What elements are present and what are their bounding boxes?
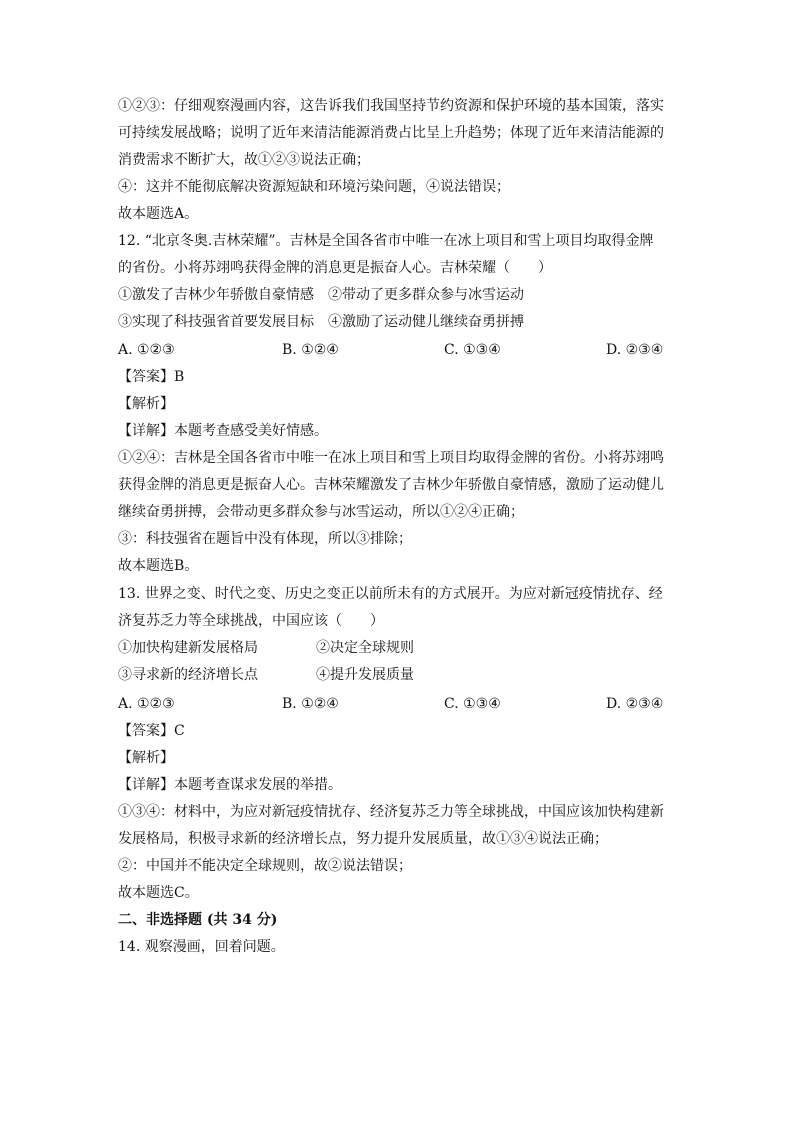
q12-choice-a: A. ①②③ bbox=[118, 342, 175, 358]
q13-explanation-line-3: ②：中国并不能决定全球规则，故②说法错误； bbox=[118, 858, 412, 874]
q11-conclusion: 故本题选A。 bbox=[118, 206, 199, 222]
q12-conclusion: 故本题选B。 bbox=[118, 558, 199, 574]
q13-choice-a: A. ①②③ bbox=[118, 696, 175, 712]
q13-stem-line-1: 13. 世界之变、时代之变、历史之变正以前所未有的方式展开。为应对新冠疫情扰存、经 bbox=[118, 586, 663, 602]
q12-items-line-1: ①激发了吉林少年骄傲自豪情感 ②带动了更多群众参与冰雪运动 bbox=[118, 287, 524, 303]
q12-stem-line-2: 的省份。小将苏翊鸣获得金牌的消息更是振奋人心。吉林荣耀（ ） bbox=[118, 260, 552, 276]
q12-items-line-2: ③实现了科技强省首要发展目标 ④激励了运动健儿继续奋勇拼搏 bbox=[118, 314, 524, 330]
q11-explanation-line-1: ①②③：仔细观察漫画内容，这告诉我们我国坚持节约资源和保护环境的基本国策，落实 bbox=[118, 98, 664, 114]
q12-explanation-line-1: ①②④：吉林是全国各省市中唯一在冰上项目和雪上项目均取得金牌的省份。小将苏翊鸣 bbox=[118, 450, 664, 466]
q11-explanation-line-4: ④：这并不能彻底解决资源短缺和环境污染问题，④说法错误； bbox=[118, 179, 510, 195]
q12-explanation-line-4: ③：科技强省在题旨中没有体现，所以③排除； bbox=[118, 531, 412, 547]
q13-item-2: ②决定全球规则 bbox=[316, 640, 414, 656]
q13-stem-line-2: 济复苏乏力等全球挑战，中国应该（ ） bbox=[118, 613, 384, 629]
q12-explanation-line-3: 继续奋勇拼搏，会带动更多群众参与冰雪运动，所以①②④正确； bbox=[118, 504, 524, 520]
q13-answer: 【答案】C bbox=[118, 723, 185, 739]
q13-item-4: ④提升发展质量 bbox=[316, 667, 414, 683]
q11-explanation-line-2: 可持续发展战略；说明了近年来清洁能源消费占比呈上升趋势；体现了近年来清洁能源的 bbox=[118, 125, 664, 141]
q12-choice-d: D. ②③④ bbox=[606, 342, 664, 358]
q13-conclusion: 故本题选C。 bbox=[118, 885, 199, 901]
q13-explanation-line-1: ①③④：材料中，为应对新冠疫情扰存、经济复苏乏力等全球挑战，中国应该加快构建新 bbox=[118, 804, 664, 820]
q13-item-1: ①加快构建新发展格局 bbox=[118, 640, 258, 656]
q13-detail: 【详解】本题考查谋求发展的举措。 bbox=[118, 777, 342, 793]
q13-choice-c: C. ①③④ bbox=[444, 696, 501, 712]
q13-explanation-line-2: 发展格局，积极寻求新的经济增长点，努力提升发展质量，故①③④说法正确； bbox=[118, 831, 608, 847]
q12-explanation-line-2: 获得金牌的消息更是振奋人心。吉林荣耀激发了吉林少年骄傲自豪情感，激励了运动健儿 bbox=[118, 477, 664, 493]
q12-choice-b: B. ①②④ bbox=[282, 342, 339, 358]
section-2-title: 二、非选择题 (共 34 分) bbox=[118, 912, 278, 928]
q12-stem-line-1: 12. “北京冬奥.吉林荣耀”。吉林是全国各省市中唯一在冰上项目和雪上项目均取得金牌 bbox=[118, 233, 654, 249]
q12-analysis-heading: 【解析】 bbox=[118, 396, 174, 412]
q11-explanation-line-3: 消费需求不断扩大，故①②③说法正确； bbox=[118, 152, 370, 168]
q12-detail: 【详解】本题考查感受美好情感。 bbox=[118, 423, 328, 439]
q13-item-3: ③寻求新的经济增长点 bbox=[118, 667, 258, 683]
q13-choice-d: D. ②③④ bbox=[606, 696, 664, 712]
q12-choice-c: C. ①③④ bbox=[444, 342, 501, 358]
q12-answer: 【答案】B bbox=[118, 369, 185, 385]
q13-analysis-heading: 【解析】 bbox=[118, 750, 174, 766]
q13-choice-b: B. ①②④ bbox=[282, 696, 339, 712]
q14-stem: 14. 观察漫画，回着问题。 bbox=[118, 939, 285, 955]
